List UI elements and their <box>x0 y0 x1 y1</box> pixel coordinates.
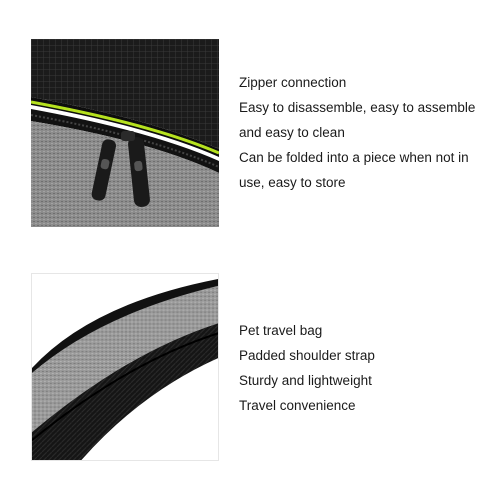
feature-line: Easy to disassemble, easy to assemble <box>239 100 476 115</box>
feature-line: Zipper connection <box>239 75 347 90</box>
feature-line: Padded shoulder strap <box>239 348 375 363</box>
feature-line: and easy to clean <box>239 125 345 140</box>
feature-line: Sturdy and lightweight <box>239 373 372 388</box>
zipper-detail-image <box>31 39 219 227</box>
zipper-feature-list <box>239 70 475 195</box>
feature-line: Travel convenience <box>239 398 356 413</box>
strap-feature-list <box>239 318 375 418</box>
feature-line: Pet travel bag <box>239 323 323 338</box>
feature-line: use, easy to store <box>239 175 346 190</box>
feature-line: Can be folded into a piece when not in <box>239 150 469 165</box>
shoulder-strap-image <box>31 273 219 461</box>
